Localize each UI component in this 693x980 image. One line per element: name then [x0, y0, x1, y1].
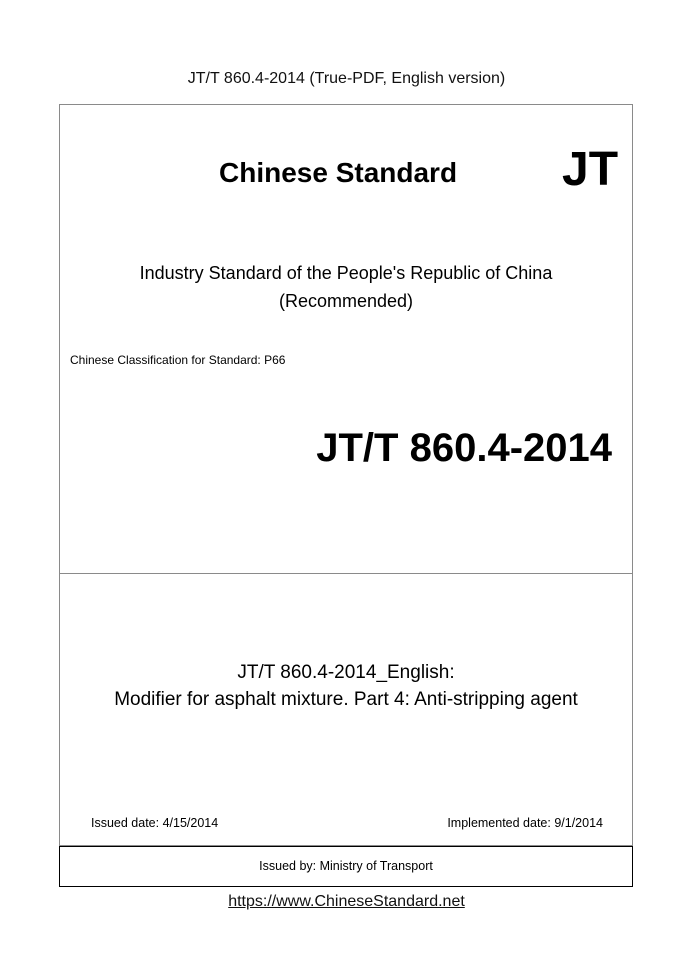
classification-text: Chinese Classification for Standard: P66 [70, 353, 286, 367]
issued-date: Issued date: 4/15/2014 [91, 816, 219, 830]
standard-number: JT/T 860.4-2014 [316, 426, 612, 470]
industry-standard-text [59, 259, 633, 315]
document-title-line-2: Modifier for asphalt mixture. Part 4: Anti-stripping agent [114, 689, 578, 710]
cover-title: Chinese Standard [219, 157, 458, 188]
implemented-date: Implemented date: 9/1/2014 [447, 816, 603, 830]
industry-line-2: (Recommended) [278, 291, 414, 311]
document-title-line-1: JT/T 860.4-2014_English: [237, 662, 455, 683]
standard-code-mark: JT [562, 143, 619, 196]
industry-line-1: Industry Standard of the People's Republic of China [139, 263, 553, 283]
document-title [59, 659, 633, 713]
website-link[interactable]: https://www.ChineseStandard.net [228, 893, 465, 910]
page-header: JT/T 860.4-2014 (True-PDF, English version) [187, 70, 506, 87]
issued-by: Issued by: Ministry of Transport [259, 859, 433, 873]
